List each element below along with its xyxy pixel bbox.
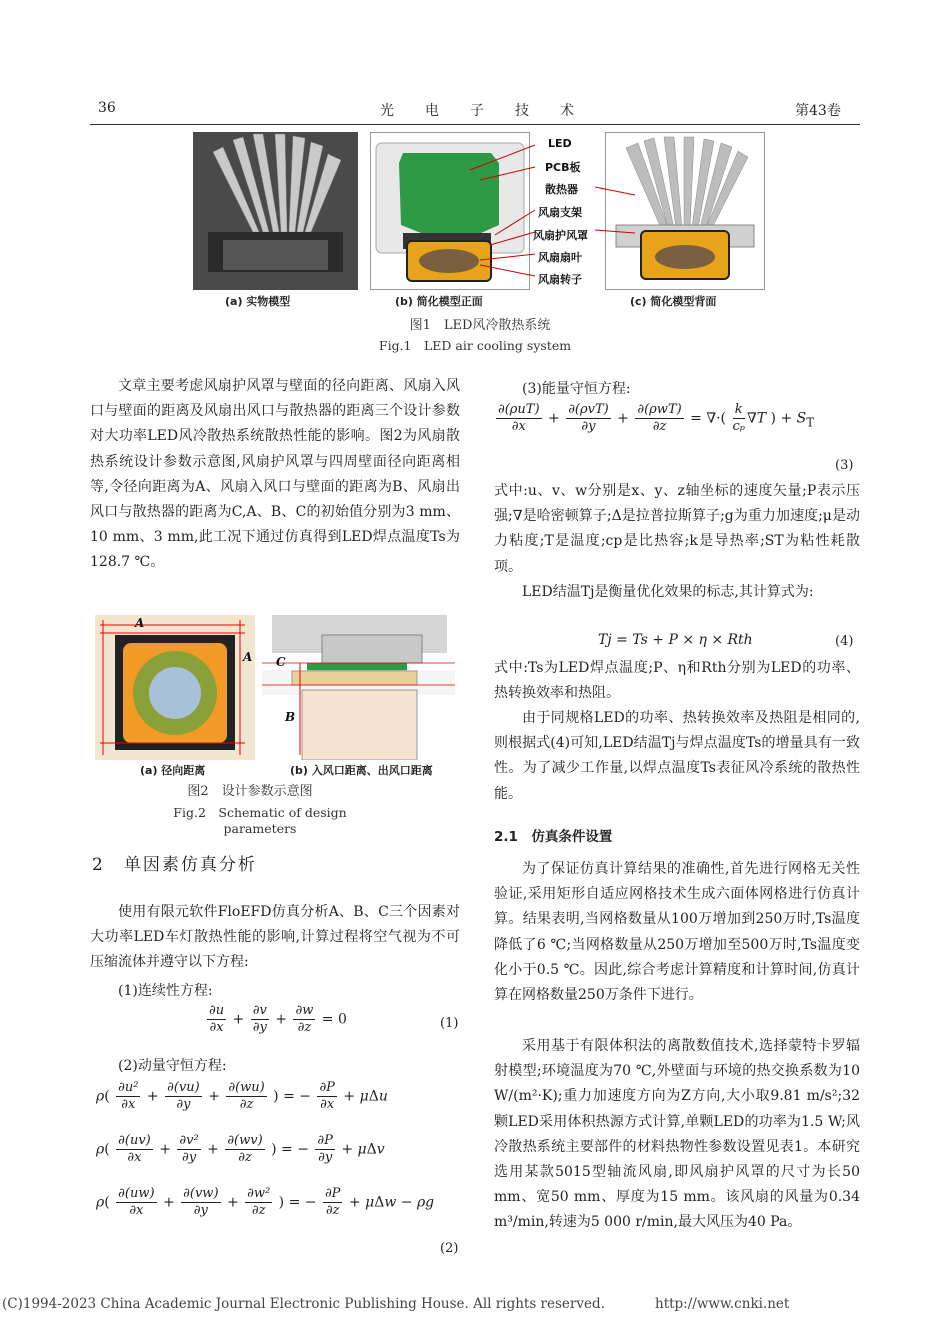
eq1-title: (1)连续性方程:: [118, 983, 213, 999]
fig2-caption-en: Fig.2 Schematic of design parameters: [173, 805, 347, 836]
eq3-title: (3)能量守恒方程:: [522, 381, 631, 397]
fig1-leader-lines: [440, 135, 550, 285]
right-paragraph-6: 采用基于有限体积法的离散数值技术,选择蒙特卡罗辐射模型;环境温度为70 ℃,外壁面与环境的热交换系数为10 W/(m²·K);重力加速度方向为Z方向,大小取9.81 m/s²;32颗LED采用体积热源方式计算,单颗LED的功率为1.5 W;风冷散热系统主要部件的材料热物性参数设置见表1。本研究选用某款5015型轴流风扇,即风扇护风罩的尺寸为长50 mm、宽50 mm、厚度为15 mm。该风扇的风量为0.34 m³/min,转速为5 000 r/min,最大风压为40 Pa。: [494, 1038, 860, 1231]
footer-copyright: (C)1994-2023 China Academic Journal Electronic Publishing House. All rights reserved.: [2, 1296, 605, 1312]
fig1-label-fan-shroud: 风扇护风罩: [533, 229, 588, 242]
right-paragraph-2: LED结温Tj是衡量优化效果的标志,其计算式为:: [522, 584, 814, 600]
fig2-sub-b: (b) 入风口距离、出风口距离: [290, 764, 433, 777]
fig2-label-b: B: [285, 710, 296, 724]
fig2-radial: [95, 615, 255, 760]
fig1-label-fan-bracket: 风扇支架: [538, 206, 582, 219]
footer-site[interactable]: http://www.cnki.net: [655, 1296, 790, 1312]
eq2-row-w: ρ( $\frac{\partial(uw)}{\partial x}$ + $\frac{\partial(vw)}{\partial y}$ + $\frac{\text{∂w²}}{\partial z}$ ) = − $\frac{\partial P}{\partial z}$ + μΔw − ρg: [96, 1186, 435, 1218]
right-paragraph-5: 为了保证仿真计算结果的准确性,首先进行网格无关性验证,采用矩形自适应网格技术生成六面体网格进行仿真计算。结果表明,当网格数量从100万增加到250万时,Ts温度降低了6 ℃;当网格数量从250万增加至500万时,Ts温度变化小于0.5 ℃。因此,综合考虑计算精度和计算时间,仿真计算在网格数量250万条件下进行。: [494, 861, 860, 1004]
fig1-sub-a: (a) 实物模型: [225, 295, 291, 308]
journal-title: 光 电 子 技 术: [380, 103, 575, 119]
fig1-photo-real: [193, 132, 358, 290]
eq2-row-u: ρ( $\frac{\text{∂u²}}{\partial x}$ + $\frac{\partial(vu)}{\partial y}$ + $\frac{\partial(wu)}{\partial z}$ ) = − $\frac{\partial P}{\partial x}$ + μΔu: [96, 1080, 388, 1112]
header-rule: [90, 124, 860, 125]
eq1-number: (1): [440, 1016, 459, 1031]
fig1-label-pcb: PCB板: [545, 161, 581, 174]
eq4-body: Tj = Ts + P × η × Rth: [598, 632, 753, 648]
fig2-label-a-right: A: [243, 650, 253, 664]
fig2-label-c: C: [276, 655, 286, 669]
fig2-inlet-outlet-drawing: [262, 615, 455, 760]
fig1-caption-cn: 图1 LED风冷散热系统: [409, 318, 551, 333]
fig1-caption-en: Fig.1 LED air cooling system: [378, 338, 572, 353]
fig1-label-fan-blade: 风扇扇叶: [538, 251, 582, 264]
fig1-sub-b: (b) 简化模型正面: [395, 295, 483, 308]
fig1-leader-lines-right: [595, 175, 655, 235]
eq3-body: $\frac{\text{∂(ρuT)}}{\partial x}$ + $\frac{\text{∂(ρvT)}}{\partial y}$ + $\frac{\text{∂(ρwT)}}{\partial z}$ = ∇·( $\frac{k}{\text{cₚ}}$ ∇T ) + $S_T$: [498, 402, 814, 434]
fig2-inlet-outlet: [262, 615, 455, 760]
eq3-number: (3): [835, 458, 854, 473]
eq2-title: (2)动量守恒方程:: [118, 1058, 227, 1074]
right-paragraph-4: 由于同规格LED的功率、热转换效率及热阻是相同的,则根据式(4)可知,LED结温Tj与焊点温度Ts的增量具有一致性。为了减少工作量,以焊点温度Ts表征风冷系统的散热性能。: [494, 710, 860, 802]
section-2-title: 2 单因素仿真分析: [92, 855, 257, 875]
heatsink-photo: [193, 132, 358, 290]
fig2-sub-a: (a) 径向距离: [140, 764, 206, 777]
fig2-label-a-top: A: [135, 616, 145, 630]
volume: 第43卷: [795, 103, 841, 119]
eq2-row-v: ρ( $\frac{\partial(uv)}{\partial x}$ + $\frac{\text{∂v²}}{\partial y}$ + $\frac{\partial(wv)}{\partial z}$ ) = − $\frac{\partial P}{\partial y}$ + μΔv: [96, 1133, 385, 1165]
fig2-caption-cn: 图2 设计参数示意图: [187, 784, 313, 799]
fig1-label-heatsink: 散热器: [545, 183, 578, 196]
eq4-number: (4): [835, 634, 854, 649]
fig1-sub-c: (c) 简化模型背面: [630, 295, 717, 308]
fig1-label-led: LED: [548, 137, 572, 150]
fig2-radial-drawing: [95, 615, 255, 760]
right-paragraph-3: 式中:Ts为LED焊点温度;P、η和Rth分别为LED的功率、热转换效率和热阻。: [494, 660, 860, 702]
fig1-label-fan-rotor: 风扇转子: [538, 273, 582, 286]
subsection-2-1: 2.1 仿真条件设置: [494, 829, 613, 845]
eq2-number: (2): [440, 1241, 459, 1256]
page-number: 36: [98, 100, 116, 116]
left-paragraph-1: 文章主要考虑风扇护风罩与壁面的径向距离、风扇入风口与壁面的距离及风扇出风口与散热器的距离三个设计参数对大功率LED风冷散热系统散热性能的影响。图2为风扇散热系统设计参数示意图,风扇护风罩与四周壁面径向距离相等,令径向距离为A、风扇入风口与壁面的距离为B、风扇出风口与散热器的距离为C,A、B、C的初始值分别为3 mm、10 mm、3 mm,此工况下通过仿真得到LED焊点温度Ts为128.7 ℃。: [90, 378, 460, 571]
left-paragraph-2: 使用有限元软件FloEFD仿真分析A、B、C三个因素对大功率LED车灯散热性能的影响,计算过程将空气视为不可压缩流体并遵守以下方程:: [90, 904, 460, 971]
right-paragraph-1: 式中:u、v、w分别是x、y、z轴坐标的速度矢量;P表示压强;∇是哈密顿算子;Δ是拉普拉斯算子;g为重力加速度;μ是动力粘度;T是温度;cp是比热容;k是导热率;ST为粘性耗散项。: [494, 483, 860, 575]
eq1-body: $\frac{\partial u}{\partial x}$ + $\frac{\partial v}{\partial y}$ + $\frac{\partial w}{\partial z}$ = 0: [209, 1003, 347, 1035]
